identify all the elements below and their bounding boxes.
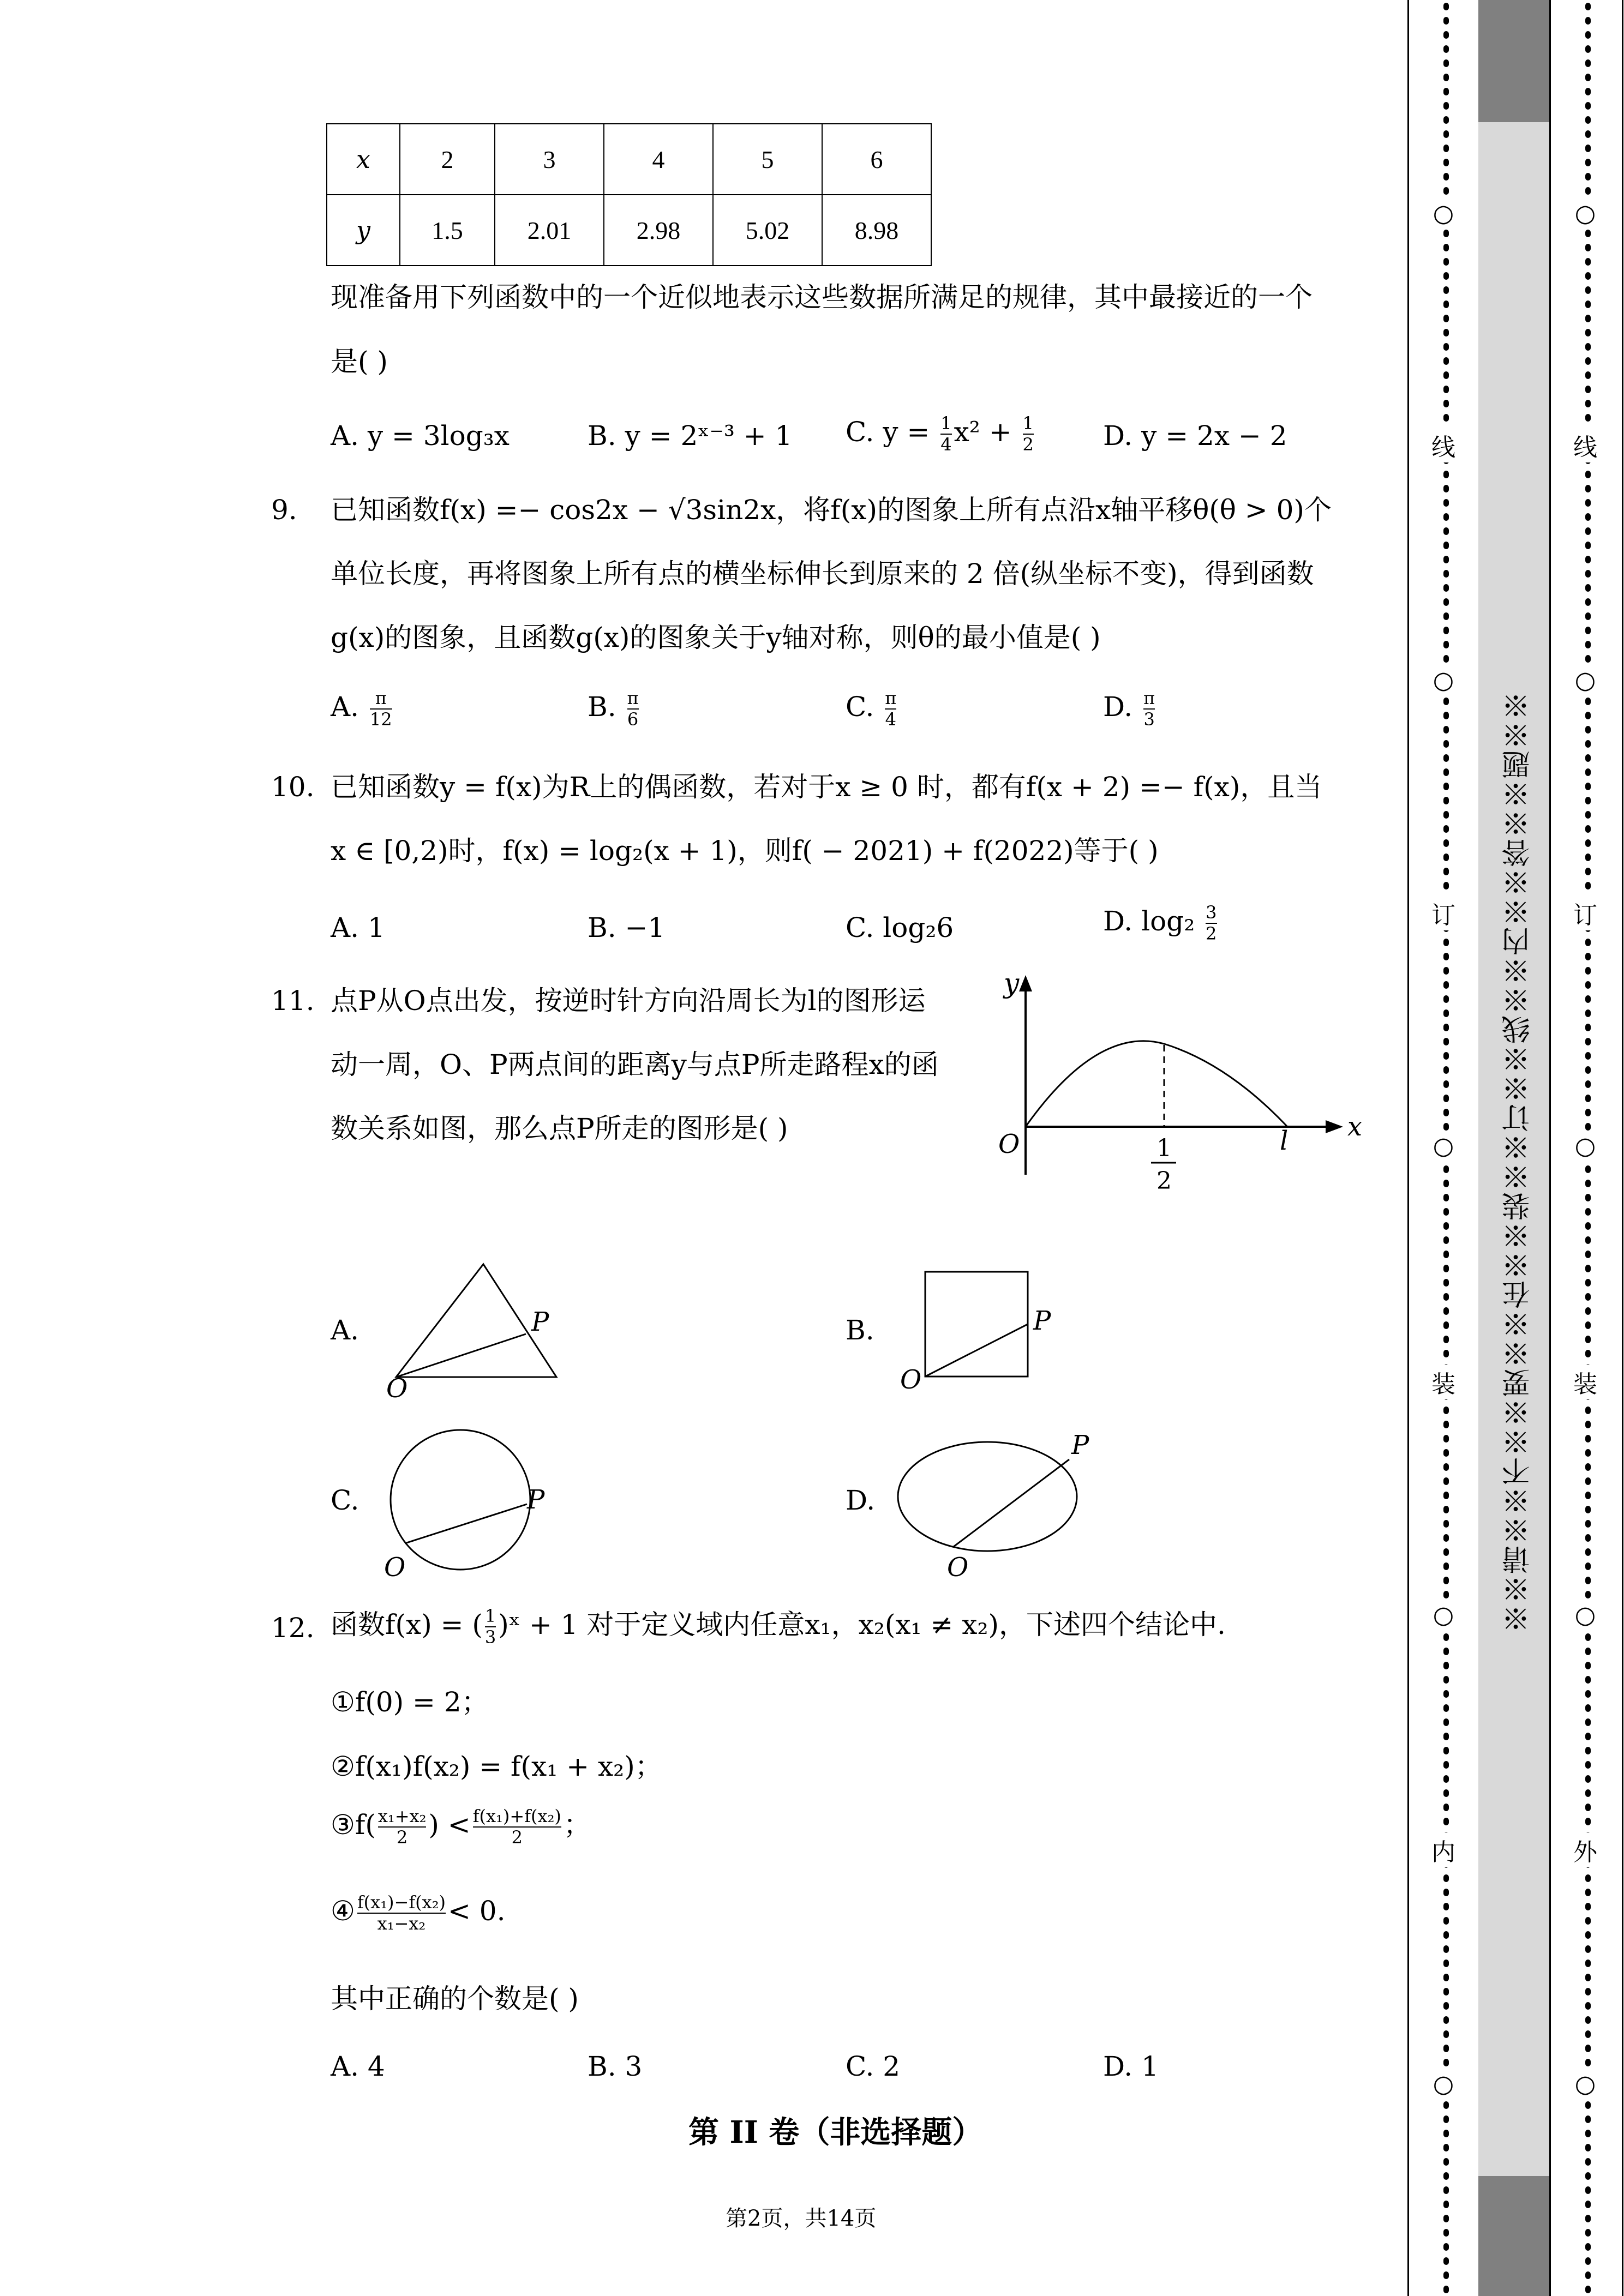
q10-option-c: C. log₂6 — [846, 912, 954, 943]
no-answer-warning: ※※请※※不※※要※※在※※装※※订※※线※※内※※答※※题※※ — [1502, 690, 1535, 1633]
table-cell: x — [327, 124, 400, 195]
x-axis-label: x — [1347, 1111, 1363, 1142]
binding-mark: 内 — [1427, 1832, 1460, 1867]
strip-cap-bottom — [1478, 2176, 1549, 2296]
ellipse-shape — [898, 1442, 1077, 1551]
option-label: B. — [588, 690, 616, 723]
y-axis-label: y — [1004, 967, 1020, 999]
fraction — [1206, 903, 1216, 944]
q12-c4-part: ④ — [331, 1895, 355, 1927]
segment-op — [925, 1324, 1028, 1377]
q12-option-b: B. 3 — [588, 2051, 643, 2082]
q12-c3-part: ； — [563, 1808, 591, 1841]
q11-option-b: B. — [846, 1314, 874, 1346]
table-row-y — [327, 195, 931, 266]
numerator: π — [1143, 688, 1155, 708]
square-shape — [925, 1272, 1028, 1377]
q12-conclusion-1: ①f(0) = 2； — [331, 1686, 489, 1718]
q12-line1 — [331, 1606, 1226, 1648]
fraction — [627, 688, 639, 730]
binding-mark: ○ — [1427, 200, 1460, 227]
table-cell: 2 — [400, 124, 495, 195]
q12-line1-part: )ˣ + 1 对于定义域内任意x₁，x₂(x₁ ≠ x₂)，下述四个结论中. — [498, 1608, 1226, 1640]
binding-mark: ○ — [1569, 1132, 1602, 1160]
denominator: 12 — [369, 708, 392, 730]
binding-mark: ○ — [1569, 666, 1602, 694]
q12-c3-part: ③f( — [331, 1808, 376, 1841]
q10-option-b: B. −1 — [588, 912, 666, 943]
binding-column-outer — [1549, 0, 1623, 2296]
binding-mark: ○ — [1427, 1132, 1460, 1160]
fraction: $\frac{1}{2}$ — [1022, 413, 1034, 455]
q11-option-d: D. — [846, 1484, 876, 1516]
segment-op — [405, 1504, 527, 1543]
option-label: C. — [846, 690, 874, 723]
section-title: 第 II 卷（非选择题） — [688, 2114, 983, 2150]
q11-line3: 数关系如图，那么点P所走的图形是( ) — [331, 1113, 788, 1144]
q8-option-a: A. y = 3log₃x — [331, 420, 510, 452]
denominator: 2 — [378, 1826, 427, 1848]
q8-option-c: C. y = $\frac{1}{4}$ x² + $\frac{1}{2}$ — [846, 413, 1034, 455]
numerator: x₁+x₂ — [377, 1806, 427, 1826]
denominator: 2 — [1206, 923, 1217, 944]
table-cell: 6 — [822, 124, 931, 195]
q12-line1-part: 函数f(x) = ( — [331, 1608, 483, 1640]
q11-line2: 动一周，O、P两点间的距离y与点P所走路程x的函 — [331, 1049, 939, 1080]
binding-mark: 订 — [1427, 895, 1460, 930]
q8-option-c-prefix: C. y = — [846, 416, 930, 448]
q8-option-b: B. y = 2ˣ⁻³ + 1 — [588, 420, 793, 452]
q8-stem-line1: 现准备用下列函数中的一个近似地表示这些数据所满足的规律，其中最接近的一个 — [331, 281, 1313, 313]
fraction — [378, 1806, 427, 1848]
q11-number: 11. — [271, 985, 315, 1017]
table-cell: 2.98 — [604, 195, 713, 266]
table-cell: 5.02 — [713, 195, 822, 266]
binding-mark: ○ — [1569, 2070, 1602, 2098]
y-axis-arrow — [1019, 975, 1032, 991]
end-label: l — [1280, 1126, 1289, 1156]
triangle-figure — [382, 1254, 578, 1402]
numerator: π — [375, 688, 387, 708]
q12-option-c: C. 2 — [846, 2051, 901, 2082]
q10-option-a: A. 1 — [331, 912, 385, 943]
binding-mark: 线 — [1427, 428, 1460, 462]
q11-line1: 点P从O点出发，按逆时针方向沿周长为l的图形运 — [331, 985, 926, 1017]
strip-cap-top — [1478, 0, 1549, 122]
q10-line1: 已知函数y = f(x)为R上的偶函数，若对于x ≥ 0 时，都有f(x + 2) =− f(x)，且当 — [331, 771, 1322, 803]
q12-option-d: D. 1 — [1103, 2051, 1159, 2082]
circle-figure — [371, 1418, 556, 1582]
q11-option-c: C. — [331, 1484, 359, 1516]
point-p-label: P — [531, 1307, 549, 1337]
mid-label-numerator: 1 — [1156, 1134, 1172, 1162]
fraction — [885, 688, 896, 730]
q10-option-d — [1103, 903, 1219, 944]
fraction — [370, 688, 392, 730]
fraction — [1143, 688, 1155, 730]
denominator: 2 — [473, 1826, 561, 1848]
binding-mark: ○ — [1427, 2070, 1460, 2098]
denominator: 3 — [1143, 708, 1155, 730]
q9-line1: 已知函数f(x) =− cos2x − √3sin2x，将f(x)的图象上所有点沿x轴平移θ(θ > 0)个 — [331, 494, 1332, 526]
fraction: $\frac{1}{4}$ — [940, 413, 952, 455]
q12-conclusion-3 — [331, 1806, 591, 1848]
table-cell: 3 — [495, 124, 604, 195]
square-figure — [895, 1260, 1069, 1396]
q8-stem-line2: 是( ) — [331, 346, 388, 377]
q9-option-c — [846, 688, 898, 730]
fraction — [357, 1892, 446, 1934]
q9-option-a — [331, 688, 394, 730]
q9-line3: g(x)的图象，且函数g(x)的图象关于y轴对称，则θ的最小值是( ) — [331, 622, 1101, 653]
mid-label-denominator: 2 — [1156, 1167, 1172, 1195]
fraction — [473, 1806, 561, 1848]
q10-number: 10. — [271, 771, 315, 803]
ellipse-figure — [889, 1423, 1118, 1582]
q9-number: 9. — [271, 494, 297, 526]
origin-label: O — [998, 1129, 1020, 1159]
point-o-label: O — [386, 1373, 408, 1404]
denominator: 4 — [885, 708, 896, 730]
numerator: f(x₁)+f(x₂) — [472, 1806, 561, 1826]
point-o-label: O — [384, 1552, 406, 1583]
binding-column-inner — [1407, 0, 1482, 2296]
page-footer: 第2页，共14页 — [726, 2206, 877, 2231]
q12-c3-part: ) < — [428, 1808, 471, 1841]
binding-mark: 订 — [1569, 895, 1602, 930]
binding-mark: ○ — [1427, 666, 1460, 694]
numerator: π — [885, 688, 897, 708]
option-label: D. — [1103, 690, 1133, 723]
q9-line2: 单位长度，再将图象上所有点的横坐标伸长到原来的 2 倍(纵坐标不变)，得到函数 — [331, 558, 1314, 590]
q9-option-b — [588, 688, 641, 730]
binding-mark: 外 — [1569, 1832, 1602, 1867]
binding-mark: 线 — [1569, 428, 1602, 462]
denominator: x₁−x₂ — [357, 1913, 446, 1934]
denominator: 6 — [627, 708, 639, 730]
point-o-label: O — [947, 1552, 969, 1583]
q12-conclusion-4 — [331, 1892, 506, 1934]
numerator: f(x₁)−f(x₂) — [357, 1892, 446, 1913]
binding-gray-strip — [1478, 0, 1549, 2296]
table-cell: 1.5 — [400, 195, 495, 266]
point-o-label: O — [900, 1365, 922, 1395]
point-p-label: P — [1071, 1430, 1089, 1460]
point-p-label: P — [1033, 1306, 1051, 1336]
distance-curve — [1026, 1041, 1287, 1127]
q12-number: 12. — [271, 1612, 315, 1644]
table-row-x — [327, 124, 931, 195]
q8-option-d: D. y = 2x − 2 — [1103, 420, 1287, 452]
table-cell: 4 — [604, 124, 713, 195]
table-cell: 5 — [713, 124, 822, 195]
q10-line2: x ∈ [0,2)时，f(x) = log₂(x + 1)，则f( − 2021) + f(2022)等于( ) — [331, 835, 1159, 867]
circle-shape — [391, 1430, 530, 1570]
option-label: D. log₂ — [1103, 905, 1195, 937]
segment-op — [396, 1334, 526, 1377]
q11-distance-graph — [971, 965, 1363, 1205]
binding-mark: ○ — [1569, 200, 1602, 227]
binding-mark: 装 — [1427, 1365, 1460, 1399]
q9-option-d — [1103, 688, 1157, 730]
binding-mark: 装 — [1569, 1365, 1602, 1399]
fraction — [485, 1606, 496, 1648]
numerator: π — [627, 688, 639, 708]
table-cell: y — [327, 195, 400, 266]
denominator: 3 — [484, 1626, 496, 1648]
numerator: 1 — [484, 1606, 496, 1626]
point-p-label: P — [527, 1484, 545, 1515]
x-axis-arrow — [1326, 1120, 1343, 1133]
table-cell: 2.01 — [495, 195, 604, 266]
option-label: A. — [331, 690, 359, 723]
binding-mark: ○ — [1569, 1601, 1602, 1629]
q12-c4-part: < 0. — [448, 1895, 506, 1927]
q12-ask: 其中正确的个数是( ) — [331, 1983, 579, 2015]
table-cell: 8.98 — [822, 195, 931, 266]
q12-conclusion-2: ②f(x₁)f(x₂) = f(x₁ + x₂)； — [331, 1751, 662, 1782]
data-table — [326, 123, 932, 266]
q11-option-a: A. — [331, 1314, 359, 1346]
q12-option-a: A. 4 — [331, 2051, 385, 2082]
numerator: 3 — [1206, 902, 1217, 923]
binding-mark: ○ — [1427, 1601, 1460, 1629]
